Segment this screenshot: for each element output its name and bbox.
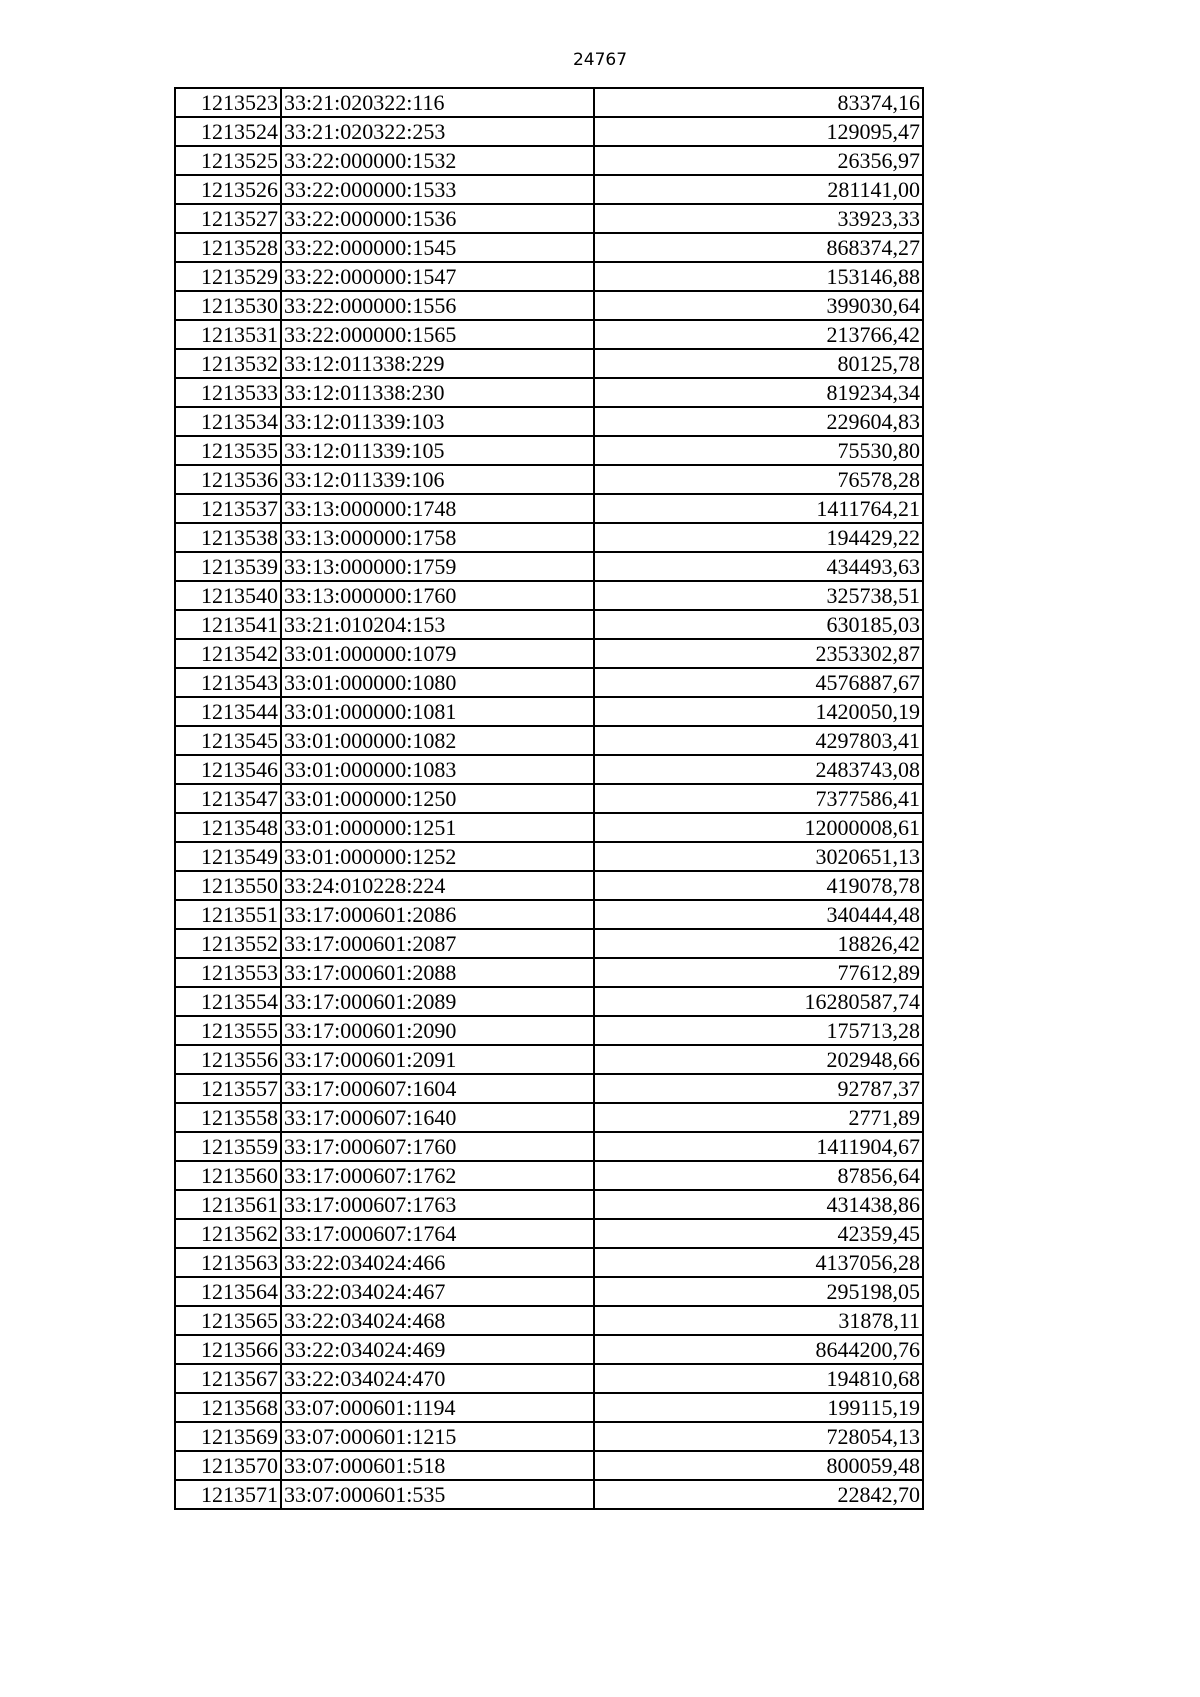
table-row (175, 1422, 923, 1451)
row-number-cell: 1213524 (175, 117, 281, 146)
table-row (175, 436, 923, 465)
cadastral-value-cell: 2771,89 (594, 1103, 923, 1132)
row-number-cell: 1213538 (175, 523, 281, 552)
row-number-cell: 1213560 (175, 1161, 281, 1190)
row-number-cell: 1213534 (175, 407, 281, 436)
cadastral-value-cell: 18826,42 (594, 929, 923, 958)
table-row (175, 639, 923, 668)
cadastral-number-cell: 33:22:000000:1547 (281, 262, 594, 291)
cadastral-value-cell: 2483743,08 (594, 755, 923, 784)
cadastral-number-cell: 33:22:034024:467 (281, 1277, 594, 1306)
row-number-cell: 1213558 (175, 1103, 281, 1132)
cadastral-number-cell: 33:01:000000:1080 (281, 668, 594, 697)
cadastral-value-cell: 1411764,21 (594, 494, 923, 523)
row-number-cell: 1213531 (175, 320, 281, 349)
cadastral-value-cell: 3020651,13 (594, 842, 923, 871)
cadastral-value-table (174, 87, 924, 1510)
cadastral-number-cell: 33:21:020322:116 (281, 88, 594, 117)
table-row (175, 871, 923, 900)
cadastral-value-cell: 75530,80 (594, 436, 923, 465)
table-row (175, 1016, 923, 1045)
row-number-cell: 1213554 (175, 987, 281, 1016)
row-number-cell: 1213546 (175, 755, 281, 784)
cadastral-number-cell: 33:17:000607:1604 (281, 1074, 594, 1103)
row-number-cell: 1213544 (175, 697, 281, 726)
cadastral-number-cell: 33:17:000601:2088 (281, 958, 594, 987)
cadastral-number-cell: 33:22:034024:470 (281, 1364, 594, 1393)
row-number-cell: 1213552 (175, 929, 281, 958)
cadastral-value-cell: 4297803,41 (594, 726, 923, 755)
table-row (175, 494, 923, 523)
cadastral-value-cell: 728054,13 (594, 1422, 923, 1451)
cadastral-number-cell: 33:17:000601:2091 (281, 1045, 594, 1074)
cadastral-value-cell: 4137056,28 (594, 1248, 923, 1277)
table-row (175, 697, 923, 726)
cadastral-number-cell: 33:22:000000:1556 (281, 291, 594, 320)
table-row (175, 1045, 923, 1074)
cadastral-number-cell: 33:22:000000:1533 (281, 175, 594, 204)
cadastral-value-cell: 800059,48 (594, 1451, 923, 1480)
cadastral-number-cell: 33:22:000000:1536 (281, 204, 594, 233)
row-number-cell: 1213540 (175, 581, 281, 610)
row-number-cell: 1213527 (175, 204, 281, 233)
cadastral-value-cell: 229604,83 (594, 407, 923, 436)
row-number-cell: 1213563 (175, 1248, 281, 1277)
row-number-cell: 1213553 (175, 958, 281, 987)
table-row (175, 726, 923, 755)
table-row (175, 378, 923, 407)
cadastral-number-cell: 33:07:000601:518 (281, 1451, 594, 1480)
cadastral-value-cell: 7377586,41 (594, 784, 923, 813)
cadastral-value-cell: 76578,28 (594, 465, 923, 494)
cadastral-value-cell: 22842,70 (594, 1480, 923, 1509)
row-number-cell: 1213559 (175, 1132, 281, 1161)
cadastral-value-cell: 281141,00 (594, 175, 923, 204)
cadastral-number-cell: 33:13:000000:1748 (281, 494, 594, 523)
row-number-cell: 1213561 (175, 1190, 281, 1219)
cadastral-number-cell: 33:01:000000:1081 (281, 697, 594, 726)
cadastral-number-cell: 33:12:011338:230 (281, 378, 594, 407)
table-row (175, 929, 923, 958)
cadastral-number-cell: 33:12:011339:105 (281, 436, 594, 465)
row-number-cell: 1213525 (175, 146, 281, 175)
table-row (175, 987, 923, 1016)
table-row (175, 88, 923, 117)
table-row (175, 1074, 923, 1103)
cadastral-value-cell: 868374,27 (594, 233, 923, 262)
cadastral-value-cell: 325738,51 (594, 581, 923, 610)
cadastral-number-cell: 33:17:000607:1760 (281, 1132, 594, 1161)
table-row (175, 842, 923, 871)
table-row (175, 1277, 923, 1306)
row-number-cell: 1213550 (175, 871, 281, 900)
cadastral-number-cell: 33:12:011339:103 (281, 407, 594, 436)
table-row (175, 1190, 923, 1219)
cadastral-number-cell: 33:01:000000:1251 (281, 813, 594, 842)
table-row (175, 349, 923, 378)
cadastral-number-cell: 33:21:010204:153 (281, 610, 594, 639)
row-number-cell: 1213571 (175, 1480, 281, 1509)
row-number-cell: 1213566 (175, 1335, 281, 1364)
table-row (175, 1364, 923, 1393)
cadastral-value-cell: 819234,34 (594, 378, 923, 407)
table-row (175, 581, 923, 610)
table-row (175, 1132, 923, 1161)
cadastral-number-cell: 33:07:000601:1215 (281, 1422, 594, 1451)
cadastral-number-cell: 33:24:010228:224 (281, 871, 594, 900)
cadastral-number-cell: 33:22:000000:1545 (281, 233, 594, 262)
row-number-cell: 1213533 (175, 378, 281, 407)
page-number: 24767 (572, 50, 628, 70)
row-number-cell: 1213523 (175, 88, 281, 117)
row-number-cell: 1213570 (175, 1451, 281, 1480)
row-number-cell: 1213530 (175, 291, 281, 320)
cadastral-value-cell: 295198,05 (594, 1277, 923, 1306)
cadastral-number-cell: 33:07:000601:535 (281, 1480, 594, 1509)
cadastral-number-cell: 33:12:011339:106 (281, 465, 594, 494)
cadastral-value-cell: 153146,88 (594, 262, 923, 291)
row-number-cell: 1213562 (175, 1219, 281, 1248)
cadastral-number-cell: 33:13:000000:1759 (281, 552, 594, 581)
row-number-cell: 1213565 (175, 1306, 281, 1335)
table-row (175, 1161, 923, 1190)
cadastral-number-cell: 33:22:000000:1532 (281, 146, 594, 175)
table-row (175, 1306, 923, 1335)
cadastral-number-cell: 33:17:000607:1640 (281, 1103, 594, 1132)
table-row (175, 1451, 923, 1480)
table-row (175, 146, 923, 175)
row-number-cell: 1213557 (175, 1074, 281, 1103)
cadastral-value-cell: 4576887,67 (594, 668, 923, 697)
table-row (175, 175, 923, 204)
cadastral-value-cell: 77612,89 (594, 958, 923, 987)
cadastral-value-cell: 8644200,76 (594, 1335, 923, 1364)
cadastral-number-cell: 33:17:000607:1762 (281, 1161, 594, 1190)
table-row (175, 1219, 923, 1248)
table-row (175, 784, 923, 813)
table-row (175, 233, 923, 262)
table-body (175, 88, 923, 1509)
row-number-cell: 1213549 (175, 842, 281, 871)
cadastral-value-cell: 1411904,67 (594, 1132, 923, 1161)
row-number-cell: 1213547 (175, 784, 281, 813)
cadastral-value-cell: 83374,16 (594, 88, 923, 117)
table-row (175, 407, 923, 436)
table-row (175, 1335, 923, 1364)
cadastral-value-cell: 42359,45 (594, 1219, 923, 1248)
table-row (175, 755, 923, 784)
cadastral-value-cell: 87856,64 (594, 1161, 923, 1190)
cadastral-number-cell: 33:01:000000:1082 (281, 726, 594, 755)
cadastral-value-cell: 129095,47 (594, 117, 923, 146)
cadastral-value-cell: 419078,78 (594, 871, 923, 900)
cadastral-number-cell: 33:17:000601:2086 (281, 900, 594, 929)
row-number-cell: 1213529 (175, 262, 281, 291)
cadastral-value-cell: 199115,19 (594, 1393, 923, 1422)
cadastral-number-cell: 33:22:000000:1565 (281, 320, 594, 349)
cadastral-value-cell: 12000008,61 (594, 813, 923, 842)
table-row (175, 900, 923, 929)
row-number-cell: 1213535 (175, 436, 281, 465)
cadastral-number-cell: 33:01:000000:1252 (281, 842, 594, 871)
cadastral-value-cell: 16280587,74 (594, 987, 923, 1016)
cadastral-number-cell: 33:13:000000:1760 (281, 581, 594, 610)
cadastral-number-cell: 33:07:000601:1194 (281, 1393, 594, 1422)
cadastral-number-cell: 33:17:000601:2087 (281, 929, 594, 958)
cadastral-value-cell: 80125,78 (594, 349, 923, 378)
cadastral-number-cell: 33:13:000000:1758 (281, 523, 594, 552)
row-number-cell: 1213548 (175, 813, 281, 842)
cadastral-value-cell: 175713,28 (594, 1016, 923, 1045)
table-row (175, 610, 923, 639)
cadastral-number-cell: 33:12:011338:229 (281, 349, 594, 378)
row-number-cell: 1213569 (175, 1422, 281, 1451)
cadastral-value-cell: 33923,33 (594, 204, 923, 233)
row-number-cell: 1213564 (175, 1277, 281, 1306)
cadastral-value-cell: 31878,11 (594, 1306, 923, 1335)
cadastral-value-cell: 194810,68 (594, 1364, 923, 1393)
row-number-cell: 1213536 (175, 465, 281, 494)
cadastral-value-cell: 434493,63 (594, 552, 923, 581)
table-row (175, 320, 923, 349)
table-row (175, 1248, 923, 1277)
row-number-cell: 1213539 (175, 552, 281, 581)
cadastral-value-cell: 2353302,87 (594, 639, 923, 668)
cadastral-number-cell: 33:17:000601:2090 (281, 1016, 594, 1045)
cadastral-number-cell: 33:21:020322:253 (281, 117, 594, 146)
cadastral-number-cell: 33:01:000000:1083 (281, 755, 594, 784)
row-number-cell: 1213567 (175, 1364, 281, 1393)
cadastral-value-cell: 399030,64 (594, 291, 923, 320)
cadastral-number-cell: 33:17:000607:1764 (281, 1219, 594, 1248)
cadastral-number-cell: 33:22:034024:469 (281, 1335, 594, 1364)
table-row (175, 117, 923, 146)
table-row (175, 523, 923, 552)
table-row (175, 1480, 923, 1509)
table-row (175, 1393, 923, 1422)
table-row (175, 291, 923, 320)
cadastral-value-cell: 92787,37 (594, 1074, 923, 1103)
cadastral-number-cell: 33:17:000601:2089 (281, 987, 594, 1016)
row-number-cell: 1213543 (175, 668, 281, 697)
row-number-cell: 1213545 (175, 726, 281, 755)
row-number-cell: 1213537 (175, 494, 281, 523)
table-row (175, 262, 923, 291)
row-number-cell: 1213526 (175, 175, 281, 204)
cadastral-number-cell: 33:22:034024:466 (281, 1248, 594, 1277)
table-row (175, 958, 923, 987)
cadastral-number-cell: 33:22:034024:468 (281, 1306, 594, 1335)
cadastral-number-cell: 33:01:000000:1079 (281, 639, 594, 668)
cadastral-value-cell: 431438,86 (594, 1190, 923, 1219)
row-number-cell: 1213551 (175, 900, 281, 929)
table-row (175, 1103, 923, 1132)
row-number-cell: 1213568 (175, 1393, 281, 1422)
row-number-cell: 1213541 (175, 610, 281, 639)
cadastral-value-cell: 213766,42 (594, 320, 923, 349)
cadastral-value-cell: 26356,97 (594, 146, 923, 175)
cadastral-value-cell: 194429,22 (594, 523, 923, 552)
row-number-cell: 1213556 (175, 1045, 281, 1074)
cadastral-number-cell: 33:01:000000:1250 (281, 784, 594, 813)
cadastral-number-cell: 33:17:000607:1763 (281, 1190, 594, 1219)
table-row (175, 204, 923, 233)
row-number-cell: 1213542 (175, 639, 281, 668)
table-row (175, 552, 923, 581)
table-row (175, 813, 923, 842)
cadastral-value-cell: 340444,48 (594, 900, 923, 929)
row-number-cell: 1213528 (175, 233, 281, 262)
cadastral-value-cell: 202948,66 (594, 1045, 923, 1074)
cadastral-value-cell: 1420050,19 (594, 697, 923, 726)
row-number-cell: 1213555 (175, 1016, 281, 1045)
row-number-cell: 1213532 (175, 349, 281, 378)
table-row (175, 668, 923, 697)
table-row (175, 465, 923, 494)
cadastral-value-cell: 630185,03 (594, 610, 923, 639)
